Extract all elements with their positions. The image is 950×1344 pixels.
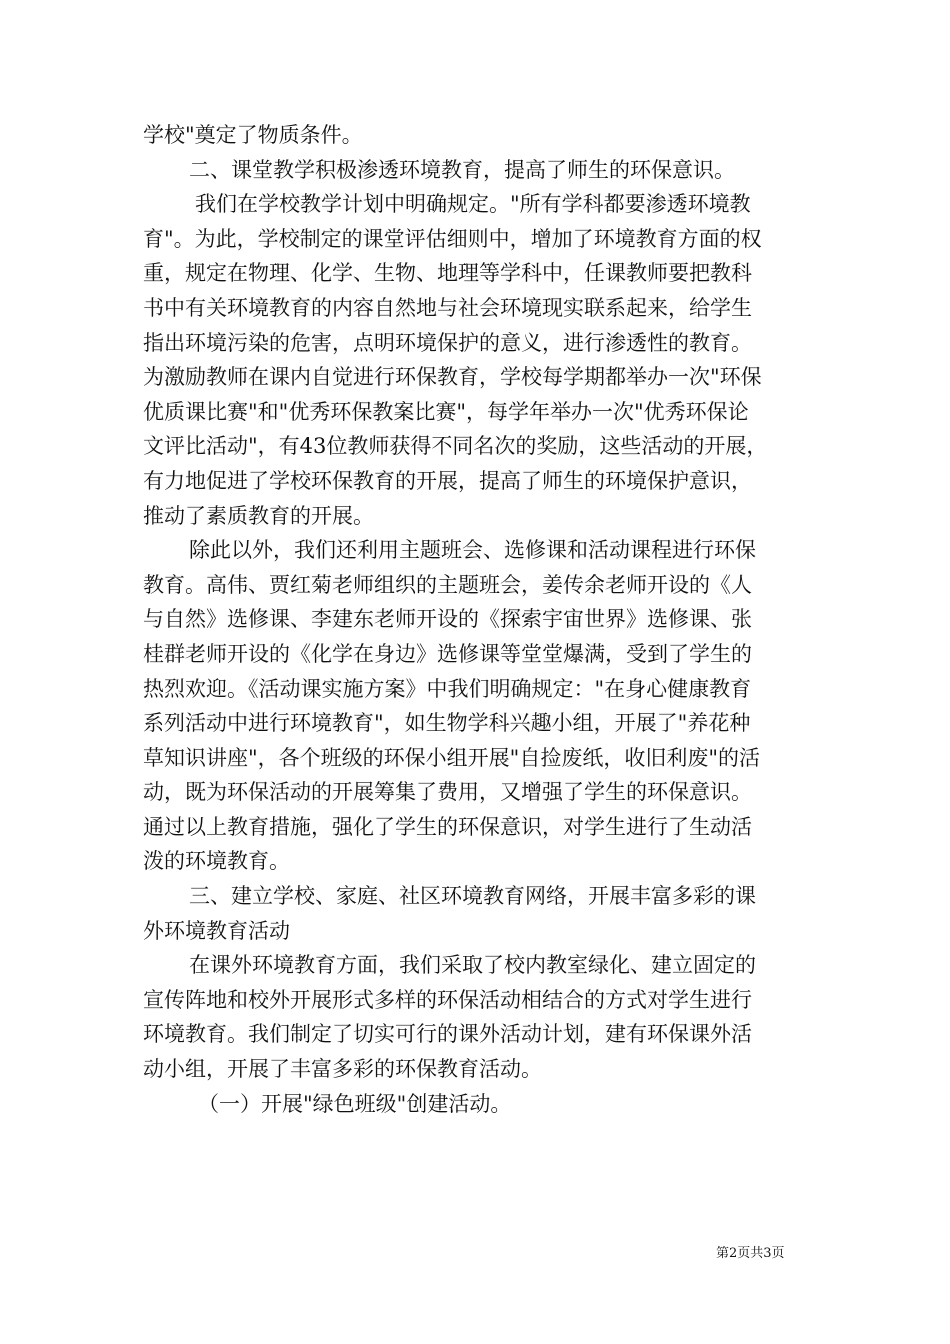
section-heading-continued: 外环境教育活动 [143, 918, 290, 943]
text-line: 桂群老师开设的《化学在身边》选修课等堂堂爆满，受到了学生的 [143, 641, 752, 666]
document-body [143, 118, 823, 1121]
text-line: 重，规定在物理、化学、生物、地理等学科中，任课教师要把教科 [143, 261, 752, 286]
text-line: 文评比活动"，有43位教师获得不同名次的奖励，这些活动的开展， [143, 434, 768, 459]
text-line: 宣传阵地和校外开展形式多样的环保活动相结合的方式对学生进行 [143, 987, 752, 1012]
text-line: 优质课比赛"和"优秀环保教案比赛"，每学年举办一次"优秀环保论 [143, 399, 749, 424]
text-line: 与自然》选修课、李建东老师开设的《探索宇宙世界》选修课、张 [143, 607, 752, 632]
subsection-heading: （一）开展"绿色班级"创建活动。 [198, 1091, 512, 1116]
text-line: 泼的环境教育。 [143, 849, 290, 874]
page-number: 第2页共3页 [716, 1246, 785, 1261]
text-line: 在课外环境教育方面，我们采取了校内教室绿化、建立固定的 [189, 953, 756, 978]
text-line: 指出环境污染的危害，点明环境保护的意义，进行渗透性的教育。 [143, 330, 752, 355]
text-line: 推动了素质教育的开展。 [143, 503, 374, 528]
text-line: 系列活动中进行环境教育"，如生物学科兴趣小组，开展了"养花种 [143, 711, 751, 736]
text-line: 育"。为此，学校制定的课堂评估细则中，增加了环境教育方面的权 [143, 226, 762, 251]
text-line: 除此以外，我们还利用主题班会、选修课和活动课程进行环保 [189, 538, 756, 563]
section-heading: 二、课堂教学积极渗透环境教育，提高了师生的环保意识。 [189, 157, 735, 182]
text-line: 书中有关环境教育的内容自然地与社会环境现实联系起来，给学生 [143, 295, 752, 320]
text-line: 环境教育。我们制定了切实可行的课外活动计划，建有环保课外活 [143, 1022, 752, 1047]
text-line: 热烈欢迎。《活动课实施方案》中我们明确规定："在身心健康教育 [143, 676, 752, 701]
text-line: 有力地促进了学校环保教育的开展，提高了师生的环境保护意识， [143, 468, 752, 493]
text-line: 通过以上教育措施，强化了学生的环保意识，对学生进行了生动活 [143, 814, 752, 839]
text-line: 草知识讲座"，各个班级的环保小组开展"自捡废纸，收旧利废"的活 [143, 745, 760, 770]
text-line: 学校"奠定了物质条件。 [143, 123, 363, 147]
text-line: 动小组，开展了丰富多彩的环保教育活动。 [143, 1057, 542, 1082]
text-line: 动，既为环保活动的开展筹集了费用，又增强了学生的环保意识。 [143, 780, 752, 805]
text-line: 为激励教师在课内自觉进行环保教育，学校每学期都举办一次"环保 [143, 365, 762, 390]
text-line: 我们在学校教学计划中明确规定。"所有学科都要渗透环境教 [195, 192, 751, 217]
text-line: 教育。高伟、贾红菊老师组织的主题班会，姜传余老师开设的《人 [143, 572, 752, 597]
section-heading: 三、建立学校、家庭、社区环境教育网络，开展丰富多彩的课 [189, 884, 756, 909]
